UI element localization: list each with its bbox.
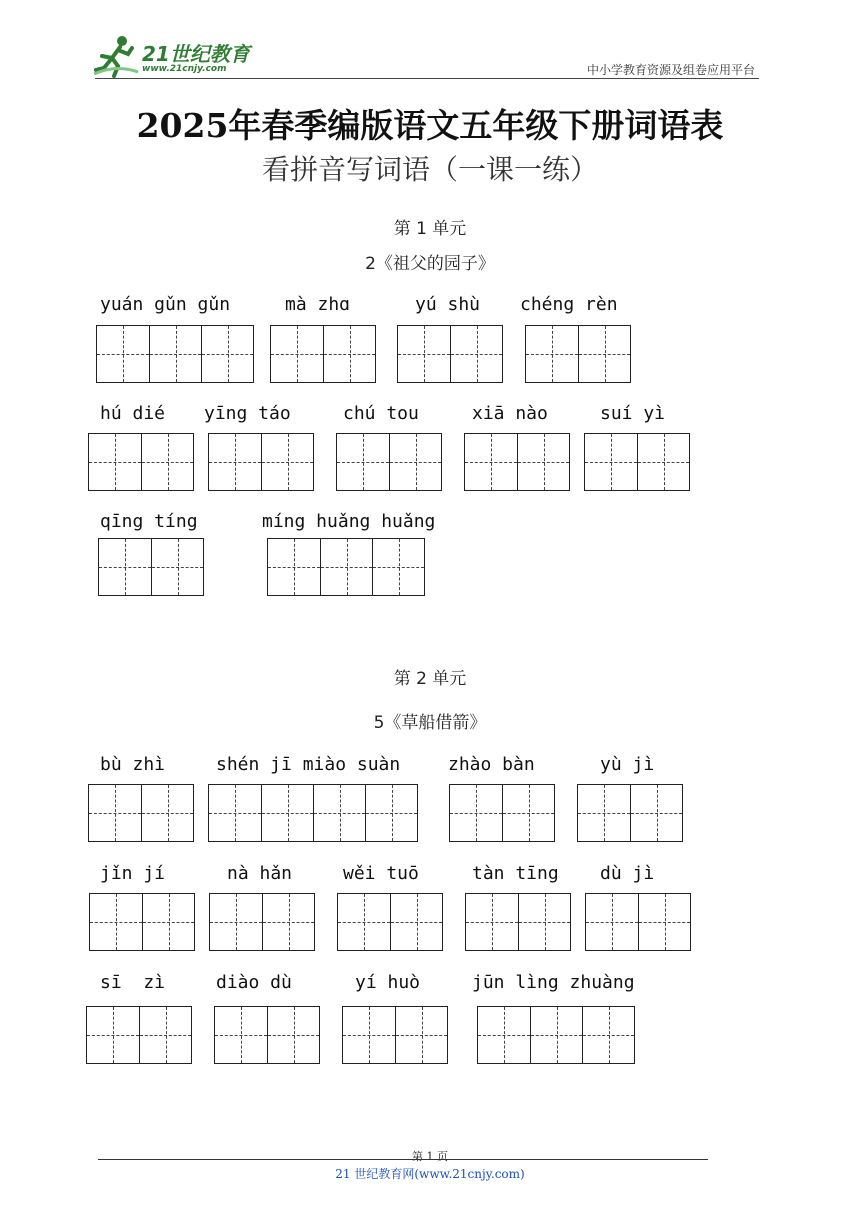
writing-grid[interactable] [88, 784, 194, 842]
writing-grid[interactable] [337, 893, 443, 951]
pinyin-label: yuán gǔn gǔn [100, 294, 231, 315]
logo-url: www.21cnjy.com [142, 64, 227, 74]
pinyin-label: diào dù [216, 972, 292, 993]
writing-grid[interactable] [477, 1006, 635, 1064]
writing-grid[interactable] [397, 325, 503, 383]
writing-grid[interactable] [464, 433, 570, 491]
logo-text: 21世纪教育 [142, 42, 250, 66]
pinyin-label: suí yì [600, 403, 666, 424]
writing-grid[interactable] [96, 325, 254, 383]
writing-grid[interactable] [577, 784, 683, 842]
pinyin-label: sī zì [100, 972, 166, 993]
page-subtitle: 看拼音写词语（一课一练） [261, 153, 598, 186]
writing-grid[interactable] [88, 433, 194, 491]
footer-divider [98, 1159, 708, 1160]
pinyin-label: hú dié [100, 403, 166, 424]
pinyin-label: yīng táo [204, 403, 291, 424]
pinyin-label: yù jì [600, 754, 655, 775]
writing-grid[interactable] [214, 1006, 320, 1064]
writing-grid[interactable] [449, 784, 555, 842]
header-divider [95, 78, 759, 79]
pinyin-label: tàn tīng [472, 863, 559, 884]
pinyin-label: nà hǎn [227, 863, 293, 884]
pinyin-label: yú shù [415, 294, 481, 315]
pinyin-label: dù jì [600, 863, 655, 884]
pinyin-label: jūn lìng zhuàng [472, 972, 635, 993]
writing-grid[interactable] [86, 1006, 192, 1064]
writing-grid[interactable] [98, 538, 204, 596]
pinyin-label: qīng tíng [100, 511, 198, 532]
writing-grid[interactable] [208, 433, 314, 491]
writing-grid[interactable] [89, 893, 195, 951]
writing-grid[interactable] [584, 433, 690, 491]
unit-heading: 第 1 单元 [393, 219, 467, 239]
writing-grid[interactable] [209, 893, 315, 951]
page-title: 2025年春季编版语文五年级下册词语表 [136, 106, 724, 145]
writing-grid[interactable] [342, 1006, 448, 1064]
platform-label: 中小学教育资源及组卷应用平台 [586, 63, 755, 77]
site-logo [92, 34, 272, 80]
pinyin-label: wěi tuō [343, 863, 419, 884]
pinyin-label: míng huǎng huǎng [262, 511, 436, 532]
runner-logo-icon [92, 34, 140, 78]
pinyin-label: yí huò [355, 972, 421, 993]
page-number: 第 1 页 [412, 1150, 448, 1163]
writing-grid[interactable] [336, 433, 442, 491]
unit-heading: 第 2 单元 [393, 669, 467, 689]
footer-site-link[interactable]: 21 世纪教育网(www.21cnjy.com) [335, 1167, 525, 1181]
writing-grid[interactable] [525, 325, 631, 383]
writing-grid[interactable] [267, 538, 425, 596]
writing-grid[interactable] [585, 893, 691, 951]
lesson-heading: 5《草船借箭》 [373, 713, 487, 733]
pinyin-label: chú tou [343, 403, 419, 424]
pinyin-label: xiā nào [472, 403, 548, 424]
writing-grid[interactable] [465, 893, 571, 951]
pinyin-label: jǐn jí [100, 863, 166, 884]
pinyin-label: zhào bàn [448, 754, 535, 775]
writing-grid[interactable] [208, 784, 418, 842]
lesson-heading: 2《祖父的园子》 [365, 254, 495, 274]
pinyin-label: bù zhì [100, 754, 166, 775]
pinyin-label: mà zhɑ [285, 294, 351, 315]
pinyin-label: chéng rèn [520, 294, 618, 315]
writing-grid[interactable] [270, 325, 376, 383]
pinyin-label: shén jī miào suàn [216, 754, 401, 775]
